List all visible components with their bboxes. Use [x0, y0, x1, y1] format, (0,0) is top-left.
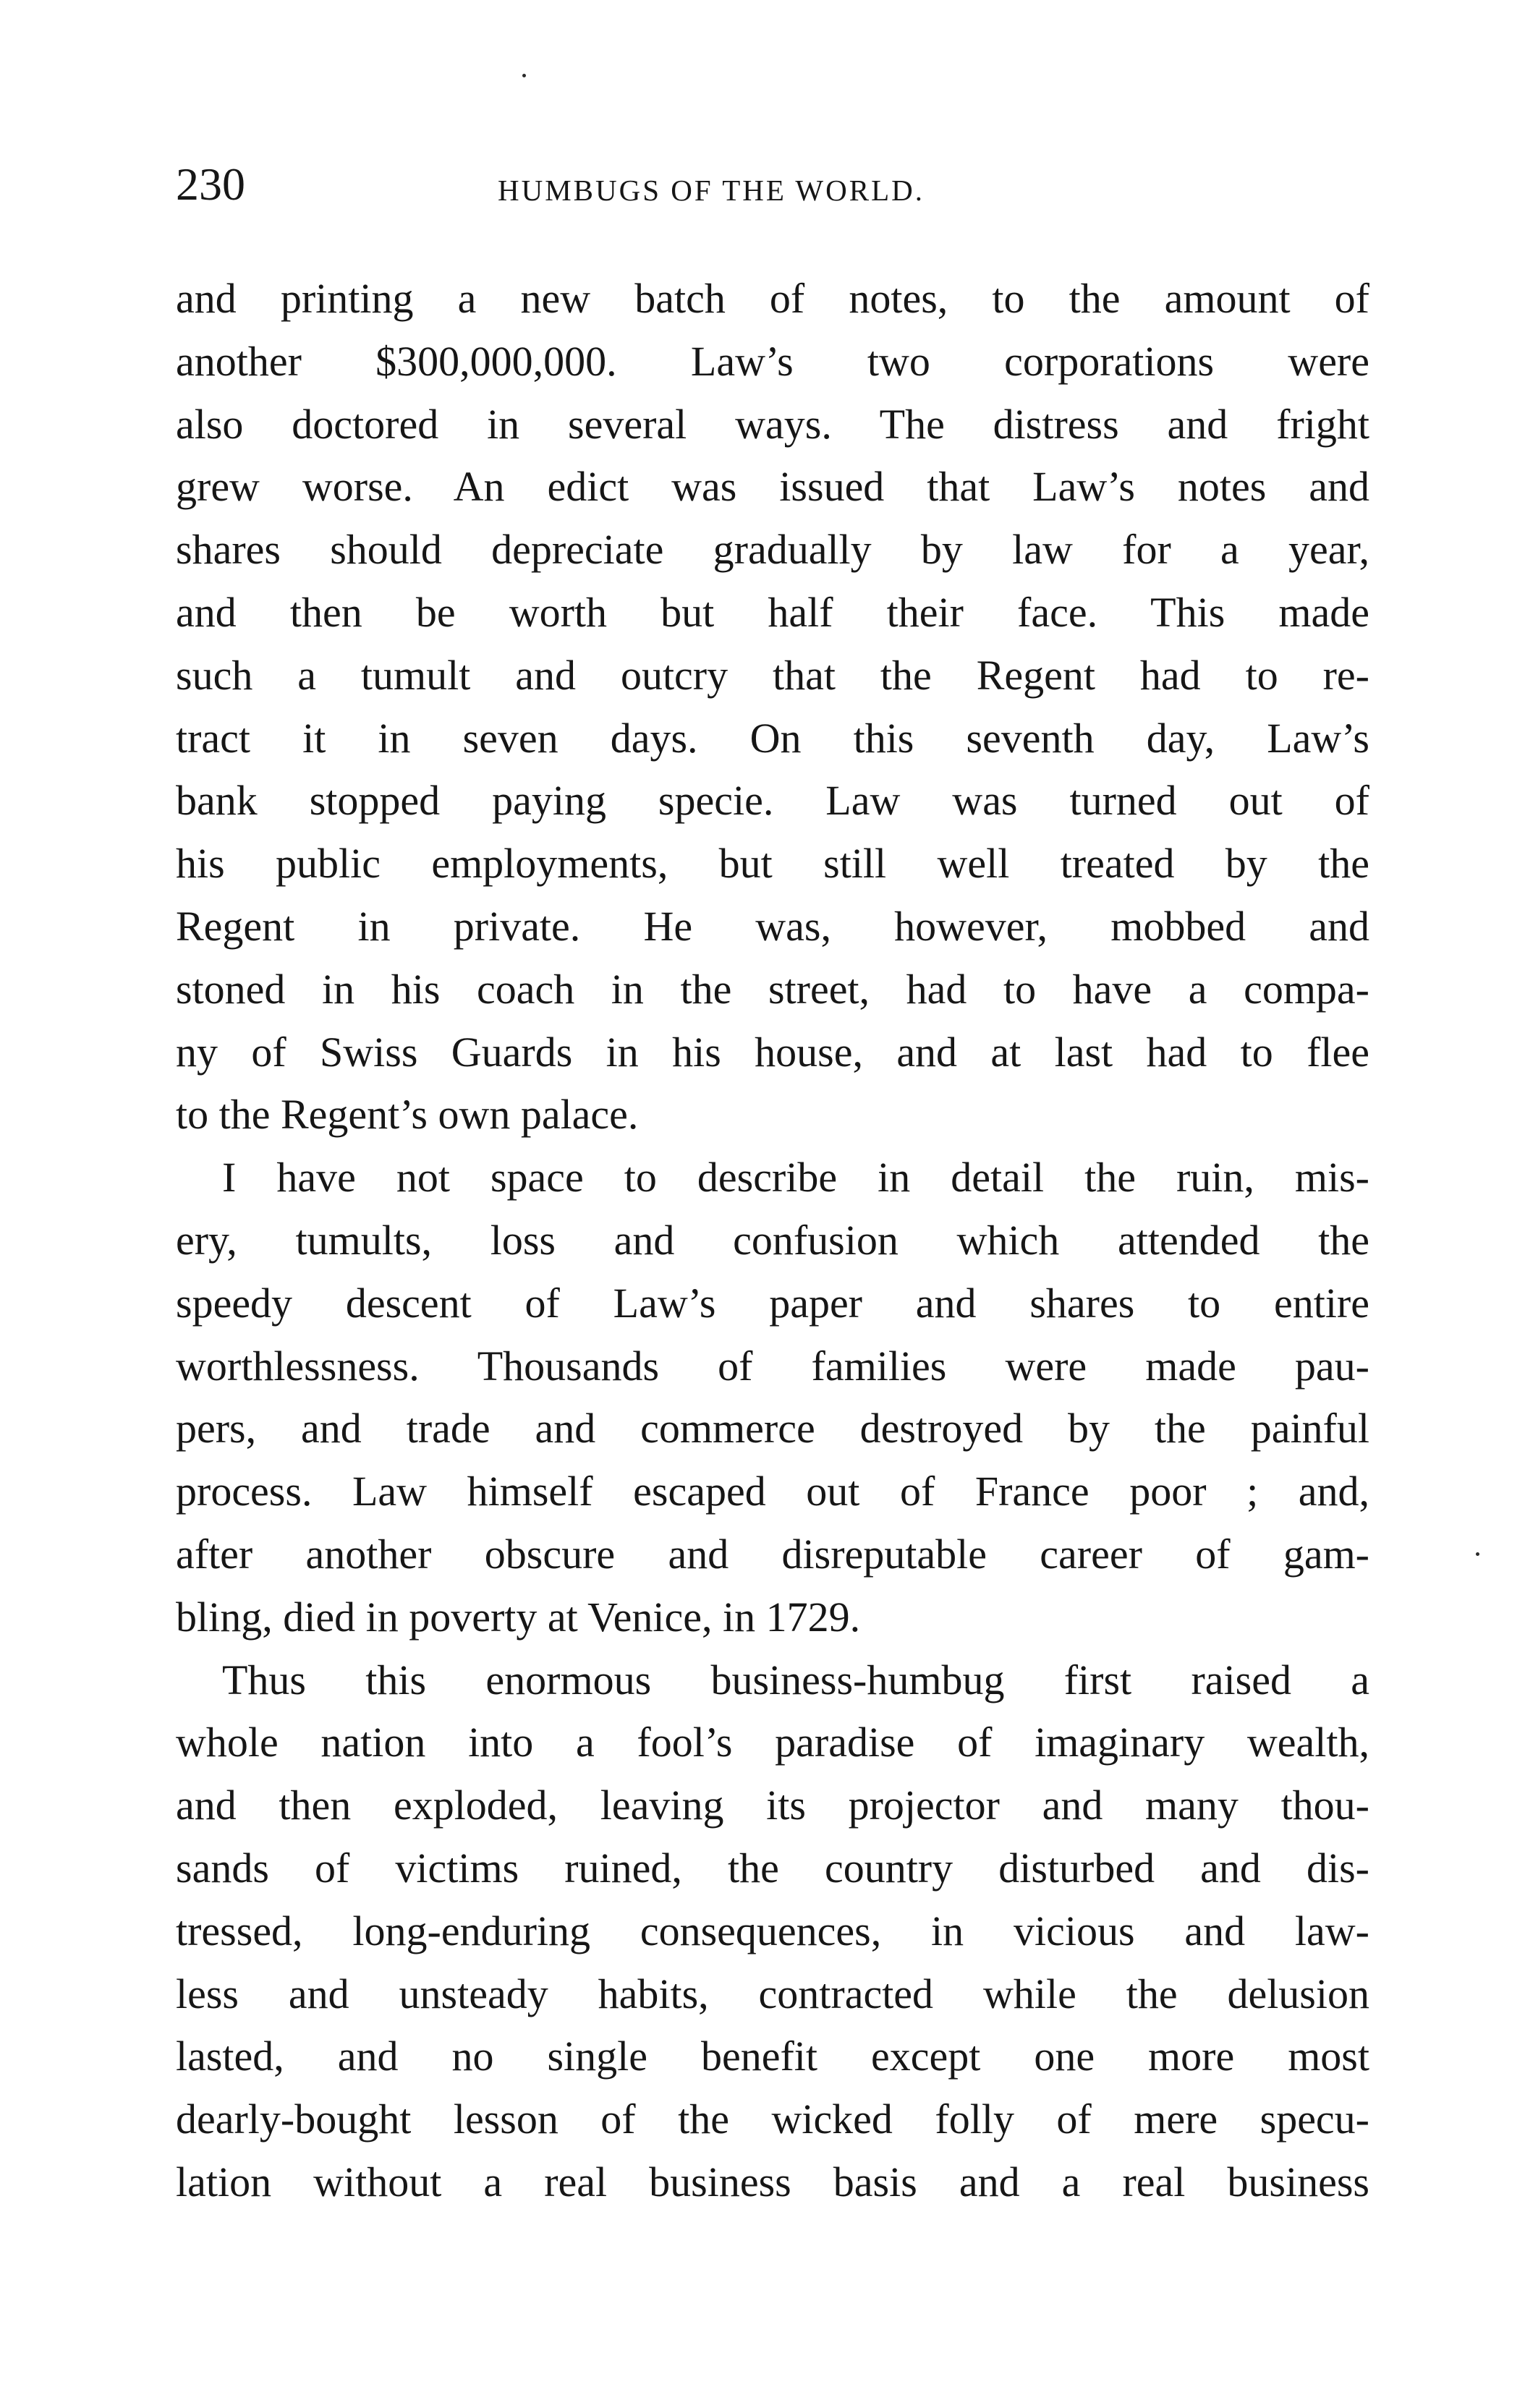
- text-line: speedy descent of Law’s paper and shares to entire: [176, 1279, 1369, 1327]
- text-line: tract it in seven days. On this seventh day, Law’s: [176, 714, 1369, 762]
- running-title: HUMBUGS OF THE WORLD.: [498, 174, 925, 207]
- text-line: such a tumult and outcry that the Regent had to re-: [176, 651, 1369, 699]
- text-line: pers, and trade and commerce destroyed by the painful: [176, 1405, 1369, 1452]
- text-line: lation without a real business basis and a real business: [176, 2158, 1369, 2205]
- text-line: and printing a new batch of notes, to the amount of: [176, 275, 1369, 322]
- text-line: process. Law himself escaped out of France poor ; and,: [176, 1468, 1369, 1515]
- text-line: whole nation into a fool’s paradise of imaginary wealth,: [176, 1719, 1369, 1766]
- text-line: less and unsteady habits, contracted while the delusion: [176, 1970, 1369, 2017]
- paragraph-3: [176, 1649, 1369, 2214]
- text-line: his public employments, but still well treated by the: [176, 840, 1369, 888]
- text-line: shares should depreciate gradually by law for a year,: [176, 526, 1369, 574]
- paragraph-1: [176, 268, 1369, 1146]
- text-line: worthlessness. Thousands of families were made pau-: [176, 1342, 1369, 1390]
- ink-speck-top: [522, 74, 526, 77]
- text-line: stoned in his coach in the street, had to have a compa-: [176, 965, 1369, 1013]
- text-line: also doctored in several ways. The distress and fright: [176, 400, 1369, 448]
- text-line: bank stopped paying specie. Law was turned out of: [176, 777, 1369, 825]
- text-line: bling, died in poverty at Venice, in 1729.: [176, 1593, 861, 1641]
- text-line: ny of Swiss Guards in his house, and at last had to flee: [176, 1028, 1369, 1076]
- page-number: 230: [176, 158, 245, 210]
- text-line: after another obscure and disreputable career of gam-: [176, 1530, 1369, 1578]
- text-line: Regent in private. He was, however, mobbed and: [176, 902, 1369, 950]
- text-line: lasted, and no single benefit except one more most: [176, 2033, 1369, 2080]
- text-line: grew worse. An edict was issued that Law’s notes and: [176, 463, 1369, 511]
- text-line: sands of victims ruined, the country disturbed and dis-: [176, 1844, 1369, 1892]
- text-line: and then be worth but half their face. This made: [176, 588, 1369, 636]
- text-line: dearly-bought lesson of the wicked folly of mere specu-: [176, 2096, 1369, 2143]
- page-header: [176, 152, 1369, 217]
- text-line: tressed, long-enduring consequences, in vicious and law-: [176, 1907, 1369, 1954]
- text-line: to the Regent’s own palace.: [176, 1091, 639, 1139]
- text-line: Thus this enormous business-humbug first raised a: [222, 1656, 1369, 1703]
- paragraph-2: [176, 1146, 1369, 1648]
- text-line: ery, tumults, loss and confusion which attended the: [176, 1216, 1369, 1264]
- text-line: another $300,000,000. Law’s two corporations were: [176, 337, 1369, 385]
- text-line: and then exploded, leaving its projector and many thou-: [176, 1782, 1369, 1829]
- ink-speck-right: [1476, 1552, 1479, 1556]
- text-line: I have not space to describe in detail the ruin, mis-: [222, 1154, 1369, 1201]
- body-text: [176, 268, 1369, 2214]
